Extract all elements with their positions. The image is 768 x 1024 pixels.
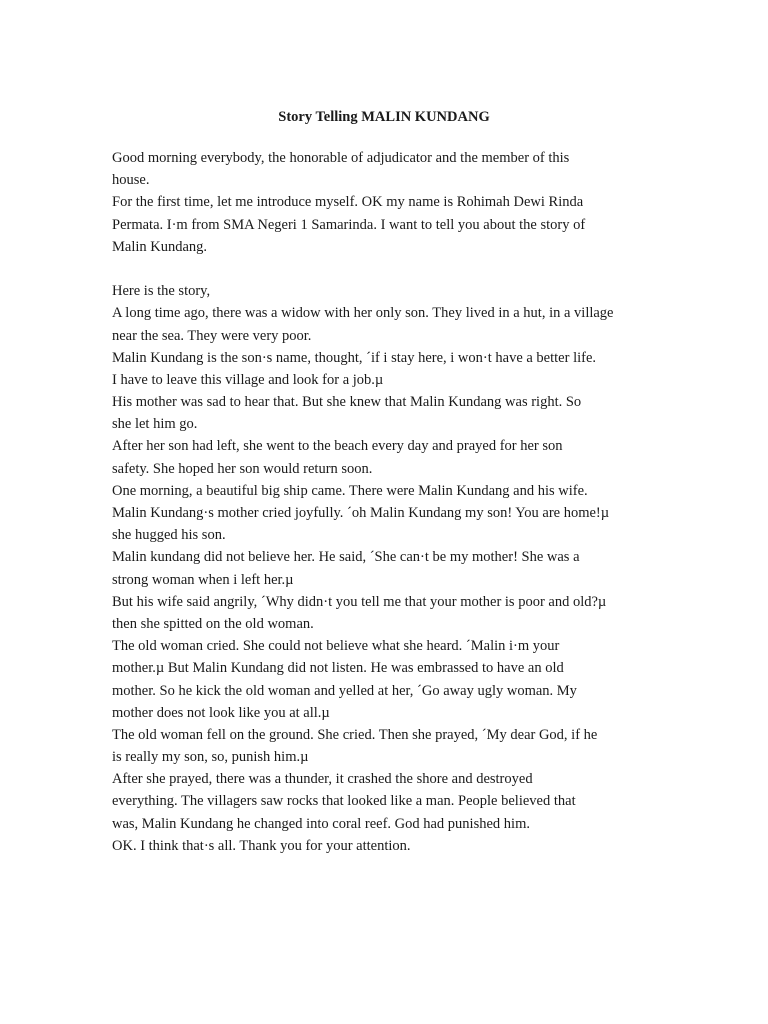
text-line: For the first time, let me introduce myself. OK my name is Rohimah Dewi Rinda xyxy=(112,194,584,211)
text-line: Malin Kundang. xyxy=(112,238,208,255)
text-line: His mother was sad to hear that. But she knew that Malin Kundang was right. So xyxy=(112,394,582,411)
text-line: near the sea. They were very poor. xyxy=(112,327,312,344)
text-line: Malin Kundang·s mother cried joyfully. ´oh Malin Kundang my son! You are home!µ xyxy=(112,505,610,521)
paragraph-gap xyxy=(112,258,652,280)
text-line: was, Malin Kundang he changed into coral reef. God had punished him. xyxy=(112,815,530,832)
text-line: I have to leave this village and look for a job.µ xyxy=(112,371,384,388)
text-line: The old woman cried. She could not believe what she heard. ´Malin i·m your xyxy=(112,638,560,655)
text-line: The old woman fell on the ground. She cried. Then she prayed, ´My dear God, if he xyxy=(112,726,598,743)
document-title: Story Telling MALIN KUNDANG xyxy=(278,109,490,125)
text-line: she let him go. xyxy=(112,416,198,433)
text-line: Good morning everybody, the honorable of adjudicator and the member of this xyxy=(112,150,570,166)
text-line: mother.µ But Malin Kundang did not listen. He was embrassed to have an old xyxy=(112,660,564,677)
text-line: mother. So he kick the old woman and yelled at her, ´Go away ugly woman. My xyxy=(112,682,577,699)
story-section xyxy=(112,280,652,857)
text-line: mother does not look like you at all.µ xyxy=(112,704,330,721)
text-line: But his wife said angrily, ´Why didn·t you tell me that your mother is poor and old?µ xyxy=(112,593,607,610)
text-line: Malin Kundang is the son·s name, thought, ´if i stay here, i won·t have a better life. xyxy=(112,349,597,366)
text-line: she hugged his son. xyxy=(112,527,226,544)
text-line: Here is the story, xyxy=(112,283,211,300)
text-line: After her son had left, she went to the beach every day and prayed for her son xyxy=(112,438,563,455)
text-line: is really my son, so, punish him.µ xyxy=(112,749,309,766)
intro-section xyxy=(112,147,652,258)
text-line: Permata. I·m from SMA Negeri 1 Samarinda. I want to tell you about the story of xyxy=(112,216,586,233)
text-line: Malin kundang did not believe her. He said, ´She can·t be my mother! She was a xyxy=(112,549,580,566)
text-line: A long time ago, there was a widow with her only son. They lived in a hut, in a village xyxy=(112,305,614,322)
document-body xyxy=(112,147,652,857)
text-line: then she spitted on the old woman. xyxy=(112,615,314,632)
text-line: OK. I think that·s all. Thank you for your attention. xyxy=(112,837,411,854)
text-line: safety. She hoped her son would return soon. xyxy=(112,460,373,477)
text-line: One morning, a beautiful big ship came. There were Malin Kundang and his wife. xyxy=(112,482,588,499)
text-line: house. xyxy=(112,172,150,189)
text-line: After she prayed, there was a thunder, it crashed the shore and destroyed xyxy=(112,771,533,788)
text-line: everything. The villagers saw rocks that looked like a man. People believed that xyxy=(112,793,576,810)
text-line: strong woman when i left her.µ xyxy=(112,571,294,588)
